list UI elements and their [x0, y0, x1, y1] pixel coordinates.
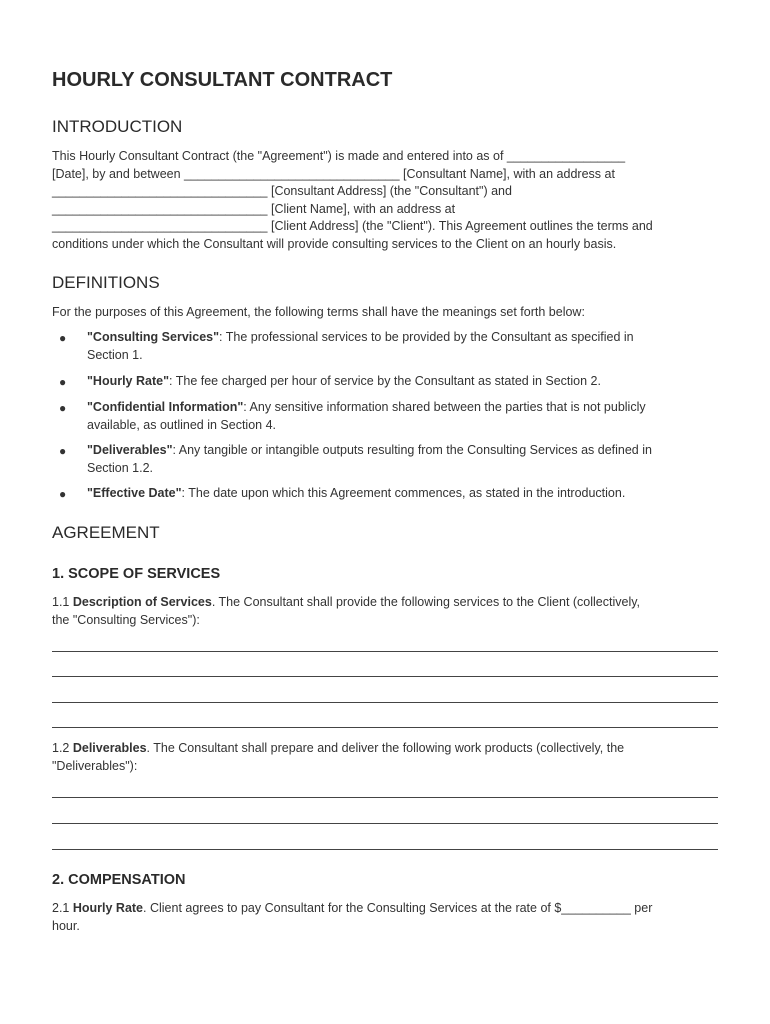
definitions-heading: DEFINITIONS: [52, 273, 160, 292]
intro-line-4: _______________________________ [Client Name], with an address at: [52, 201, 456, 216]
blank-line: [52, 797, 718, 798]
bullet-icon: ●: [59, 487, 67, 501]
blank-line: [52, 849, 718, 850]
definition-term: "Hourly Rate": [87, 374, 170, 388]
section-number: 1.2: [52, 741, 73, 755]
definition-text-cont: Section 1.2.: [87, 460, 154, 475]
section-title: Description of Services: [72, 595, 212, 609]
intro-line-6: conditions under which the Consultant will provide consulting services to the Client on an hourly basis.: [52, 236, 617, 251]
section-text: . The Consultant shall provide the following services to the Client (collectively,: [211, 595, 641, 609]
blank-line: [52, 823, 718, 824]
blank-line: [52, 651, 718, 652]
intro-line-5: _______________________________ [Client Address] (the "Client"). This Agreement outlines the terms and: [52, 219, 653, 233]
document-title: HOURLY CONSULTANT CONTRACT: [52, 69, 393, 91]
section-text-cont: hour.: [52, 918, 80, 933]
agreement-heading: AGREEMENT: [52, 523, 160, 542]
blank-line: [52, 727, 718, 728]
definition-term: "Consulting Services": [87, 330, 220, 344]
definition-text: : Any tangible or intangible outputs resulting from the Consulting Services as defined in: [172, 443, 652, 457]
definition-text-cont: Section 1.: [87, 347, 143, 362]
definition-text: : The date upon which this Agreement commences, as stated in the introduction.: [181, 486, 626, 500]
definition-text: : Any sensitive information shared between the parties that is not publicly: [243, 400, 646, 414]
bullet-icon: ●: [59, 444, 67, 458]
intro-heading: INTRODUCTION: [52, 117, 183, 136]
definition-term: "Deliverables": [87, 443, 173, 457]
section-text-cont: "Deliverables"):: [52, 758, 138, 773]
compensation-heading: 2. COMPENSATION: [52, 872, 186, 888]
section-text: . The Consultant shall prepare and deliver the following work products (collectively, the: [146, 741, 625, 755]
blank-line: [52, 676, 718, 677]
section-number: 1.1: [52, 595, 73, 609]
definition-text: : The fee charged per hour of service by the Consultant as stated in Section 2.: [169, 374, 601, 388]
bullet-icon: ●: [59, 401, 67, 415]
section-number: 2.1: [52, 901, 73, 915]
section-text: . Client agrees to pay Consultant for the Consulting Services at the rate of $__________ per: [143, 901, 653, 915]
definition-text-cont: available, as outlined in Section 4.: [87, 417, 277, 432]
intro-line-2: [Date], by and between _______________________________ [Consultant Name], with an address at: [52, 166, 615, 181]
section-text-cont: the "Consulting Services"):: [52, 612, 200, 627]
section-title: Hourly Rate: [72, 901, 144, 915]
definition-term: "Confidential Information": [87, 400, 244, 414]
scope-heading: 1. SCOPE OF SERVICES: [52, 566, 221, 582]
intro-line-3: _______________________________ [Consultant Address] (the "Consultant") and: [52, 184, 512, 198]
definition-text: : The professional services to be provided by the Consultant as specified in: [219, 330, 634, 344]
definition-term: "Effective Date": [87, 486, 182, 500]
definitions-lead: For the purposes of this Agreement, the following terms shall have the meanings set forth below:: [52, 305, 585, 319]
intro-line-1: This Hourly Consultant Contract (the "Agreement") is made and entered into as of _________________: [52, 149, 626, 163]
section-title: Deliverables: [72, 741, 147, 755]
bullet-icon: ●: [59, 331, 67, 345]
blank-line: [52, 702, 718, 703]
bullet-icon: ●: [59, 375, 67, 389]
